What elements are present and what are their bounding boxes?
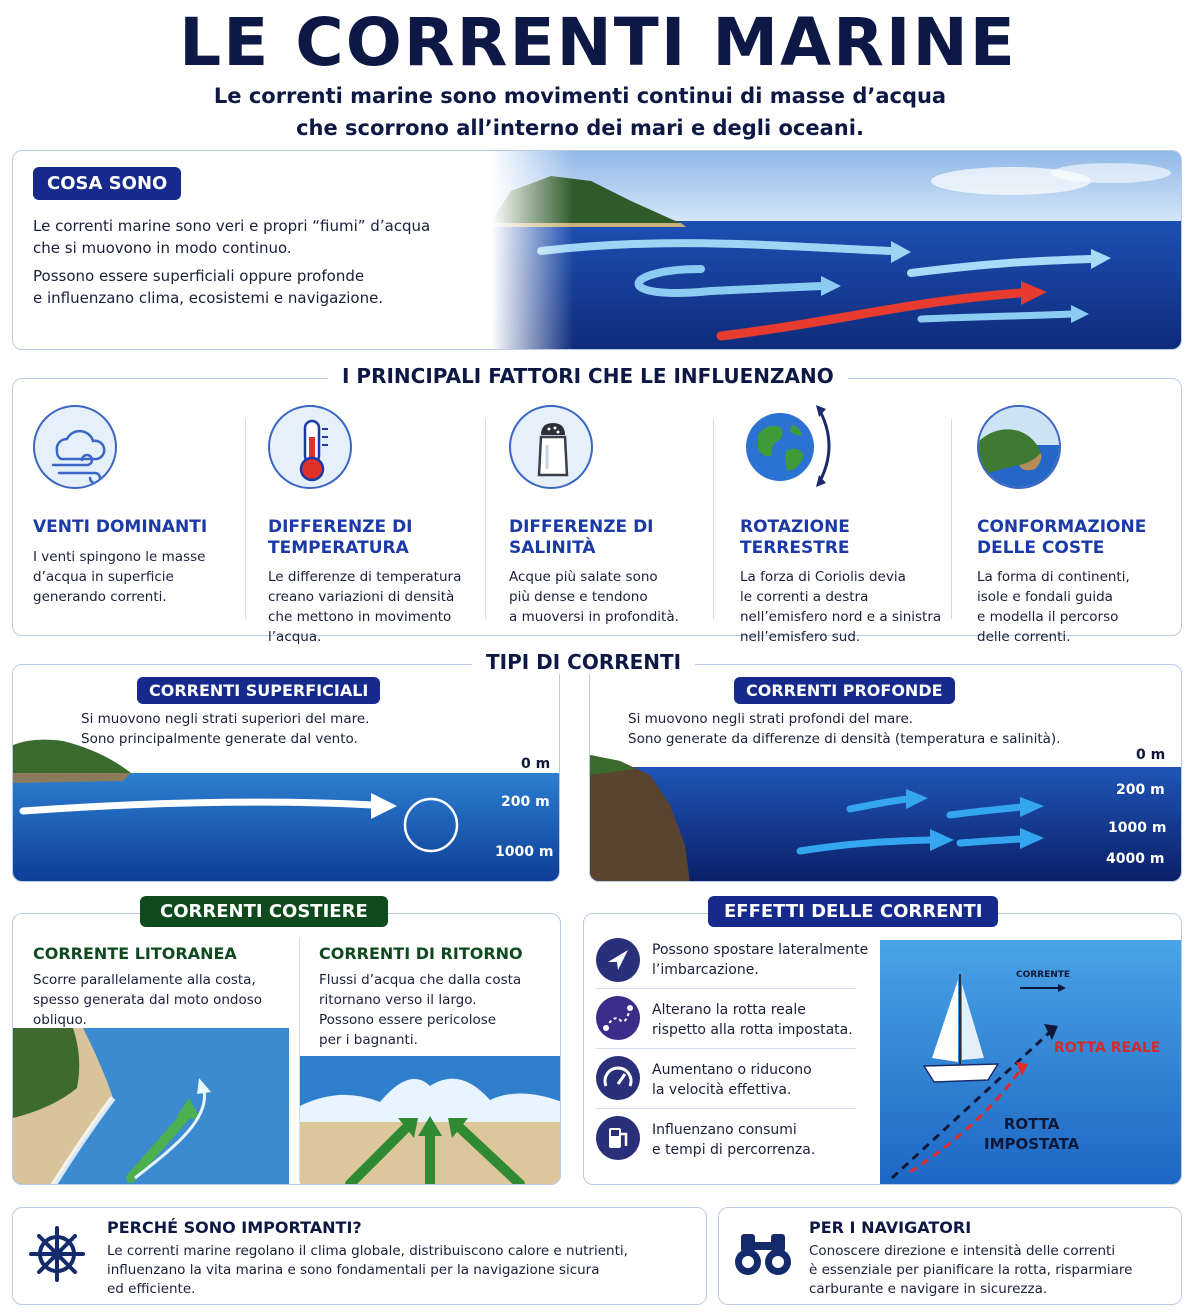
wind-cloud-icon xyxy=(33,405,117,489)
ship-wheel-icon xyxy=(27,1224,87,1284)
subtitle-line-1: Le correnti marine sono movimenti continui di masse d’acqua xyxy=(213,84,947,108)
tipi-heading: TIPI DI CORRENTI xyxy=(472,650,695,674)
fattore-rotazione xyxy=(720,401,951,645)
effetti-label: EFFETTI DELLE CORRENTI xyxy=(708,896,998,927)
page-title: LE CORRENTI MARINE xyxy=(179,4,1017,81)
depth-label: 1000 m xyxy=(495,844,554,860)
profonde-label: CORRENTI PROFONDE xyxy=(734,677,955,704)
perche-importanti-panel xyxy=(12,1207,707,1305)
earth-rotation-icon xyxy=(740,405,824,489)
page-subtitle xyxy=(0,80,1160,144)
navigatori-text: Conoscere direzione e intensità delle correnti è essenziale per pianificare la rotta, risparmiare carburante e navigare in sicurezza. xyxy=(809,1243,1133,1297)
rotta-impostata-label: ROTTA IMPOSTATA xyxy=(984,1115,1080,1153)
effetto-text: Alterano la rotta reale rispetto alla rotta impostata. xyxy=(652,1002,853,1038)
correnti-profonde-panel xyxy=(589,664,1182,882)
fattore-coste xyxy=(957,401,1183,645)
fattori-panel xyxy=(12,378,1182,645)
fattore-title: ROTAZIONE TERRESTRE xyxy=(740,517,850,558)
ritorno-description: Flussi d’acqua che dalla costa ritornano verso il largo. Possono essere pericolose per i bagnanti. xyxy=(319,972,522,1048)
fattore-title: CONFORMAZIONE DELLE COSTE xyxy=(977,517,1147,558)
ritorno-title: CORRENTI DI RITORNO xyxy=(319,944,523,963)
cosa-sono-paragraph-2 xyxy=(33,265,383,309)
cosa-sono-label: COSA SONO xyxy=(33,167,181,200)
depth-label: 0 m xyxy=(521,756,551,772)
fattore-description: La forza di Coriolis devia le correnti a destra nell’emisfero nord e a sinistra nell’emisfero sud. xyxy=(740,569,942,645)
navigatori-panel xyxy=(718,1207,1182,1305)
costiere-label: CORRENTI COSTIERE xyxy=(140,896,388,927)
fattore-description: Acque più salate sono più dense e tendono a muoversi in profondità. xyxy=(509,569,679,625)
superficiali-label: CORRENTI SUPERFICIALI xyxy=(137,677,380,704)
compass-arrow-icon xyxy=(596,938,640,982)
cosa-sono-p2-line1: Possono essere superficiali oppure profonde xyxy=(33,267,365,285)
effetto-text: Aumentano o riducono la velocità effettiva. xyxy=(652,1062,812,1098)
profonde-description: Si muovono negli strati profondi del mare. Sono generate da differenze di densità (temperatura e salinità). xyxy=(628,711,1061,747)
depth-label: 4000 m xyxy=(1106,851,1165,867)
cosa-sono-panel xyxy=(12,150,1182,350)
fattore-salinita xyxy=(489,401,713,627)
fattori-heading: I PRINCIPALI FATTORI CHE LE INFLUENZANO xyxy=(328,364,848,388)
ocean-currents-illustration xyxy=(491,151,1181,350)
litoranea-title: CORRENTE LITORANEA xyxy=(33,944,237,963)
navigatori-title: PER I NAVIGATORI xyxy=(809,1218,972,1237)
route-icon xyxy=(596,996,640,1040)
fuel-pump-icon xyxy=(596,1116,640,1160)
fattore-temperatura xyxy=(248,401,485,645)
fattore-venti xyxy=(13,401,245,627)
depth-label: 1000 m xyxy=(1108,820,1167,836)
depth-label: 200 m xyxy=(1116,782,1165,798)
cosa-sono-p1-line2: che si muovono in modo continuo. xyxy=(33,239,292,257)
fattore-title: DIFFERENZE DI SALINITÀ xyxy=(509,517,654,558)
depth-label: 200 m xyxy=(501,794,550,810)
binoculars-icon xyxy=(733,1228,793,1280)
fattore-description: I venti spingono le masse d’acqua in superficie generando correnti. xyxy=(33,549,206,605)
fattore-description: La forma di continenti, isole e fondali guida e modella il percorso delle correnti. xyxy=(977,569,1130,645)
speedometer-icon xyxy=(596,1056,640,1100)
effetti-panel xyxy=(583,913,1182,1185)
fattore-title: VENTI DOMINANTI xyxy=(33,517,208,537)
fattore-title: DIFFERENZE DI TEMPERATURA xyxy=(268,517,413,558)
correnti-superficiali-panel xyxy=(12,664,560,882)
correnti-costiere-panel xyxy=(12,913,561,1185)
superficiali-description: Si muovono negli strati superiori del mare. Sono principalmente generate dal vento. xyxy=(81,711,370,747)
depth-label: 0 m xyxy=(1136,747,1166,763)
litoranea-description: Scorre parallelamente alla costa, spesso generata dal moto ondoso obliquo. xyxy=(33,972,263,1028)
coastline-icon xyxy=(977,405,1061,489)
fattore-description: Le differenze di temperatura creano variazioni di densità che mettono in movimento l’acqua. xyxy=(268,569,462,645)
rip-current-illustration xyxy=(300,1056,561,1185)
rotta-reale-label: ROTTA REALE xyxy=(1054,1040,1161,1056)
perche-importanti-text: Le correnti marine regolano il clima globale, distribuiscono calore e nutrienti, influenzano la vita marina e sono fondamentali per la navigazione sicura ed efficiente. xyxy=(107,1243,628,1297)
effetto-text: Influenzano consumi e tempi di percorrenza. xyxy=(652,1122,816,1158)
rotation-arrow-icon xyxy=(816,401,840,491)
thermometer-icon xyxy=(268,405,352,489)
corrente-label: CORRENTE xyxy=(1016,970,1071,980)
cosa-sono-p2-line2: e influenzano clima, ecosistemi e navigazione. xyxy=(33,289,384,307)
subtitle-line-2: che scorrono all’interno dei mari e degli oceani. xyxy=(296,116,864,140)
perche-importanti-title: PERCHÉ SONO IMPORTANTI? xyxy=(107,1218,362,1237)
salt-shaker-icon xyxy=(509,405,593,489)
cosa-sono-p1-line1: Le correnti marine sono veri e propri “fiumi” d’acqua xyxy=(33,217,431,235)
cosa-sono-paragraph-1 xyxy=(33,215,430,259)
longshore-current-illustration xyxy=(13,1028,289,1185)
effetto-text: Possono spostare lateralmente l’imbarcazione. xyxy=(652,942,869,978)
